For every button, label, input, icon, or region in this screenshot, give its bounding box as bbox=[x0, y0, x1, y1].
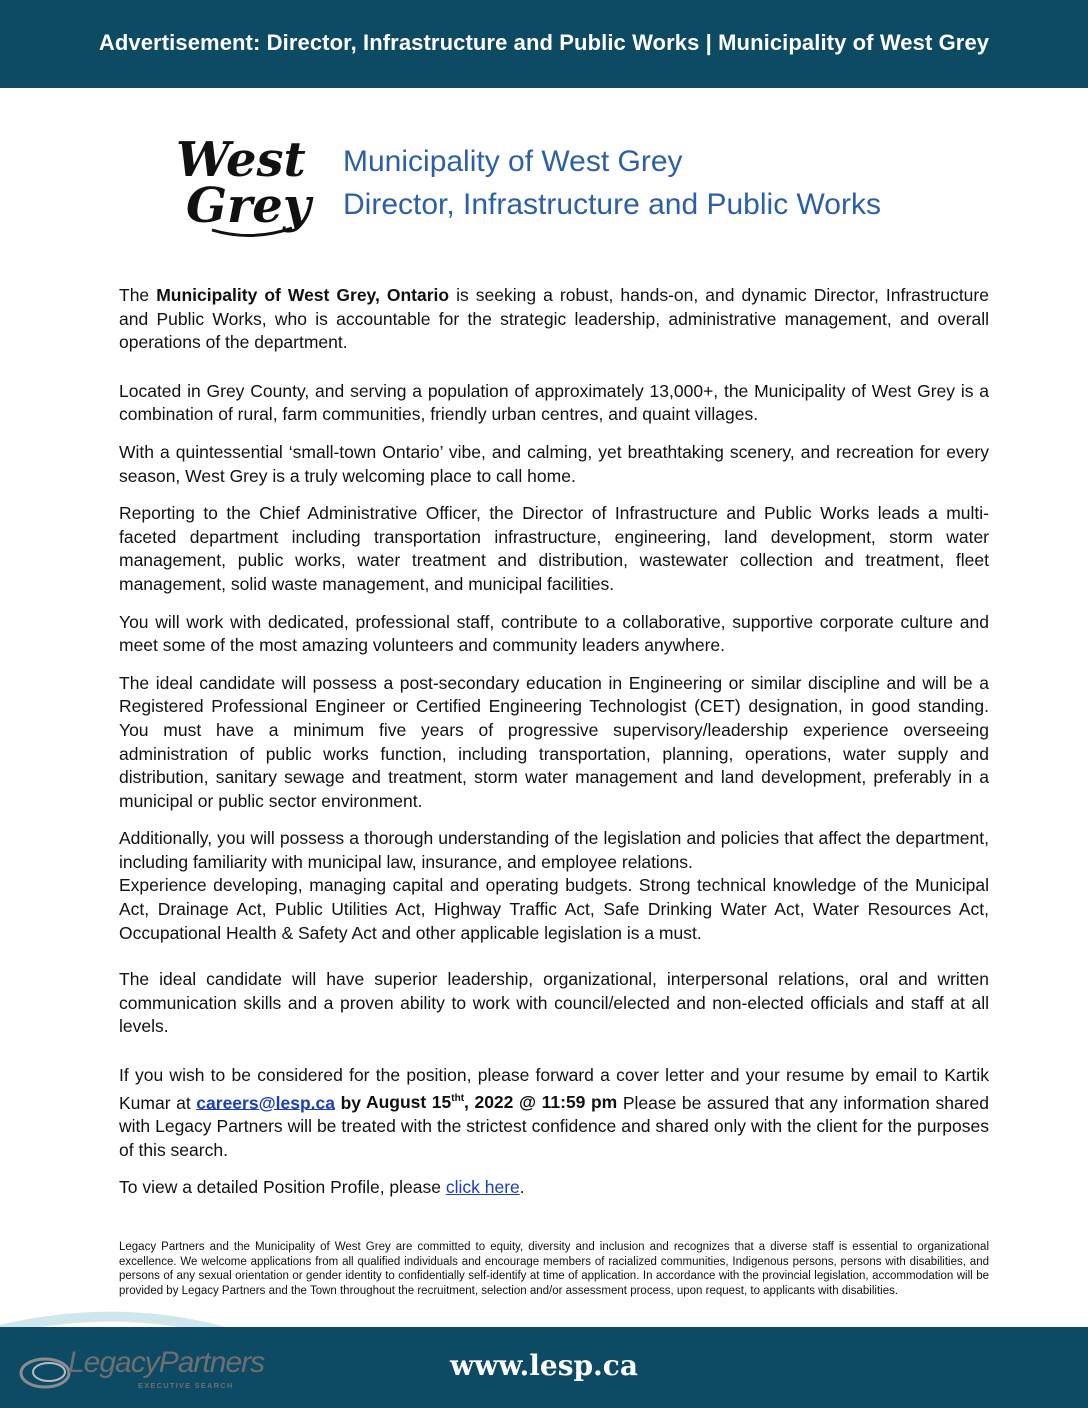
svg-text:Grey: Grey bbox=[186, 178, 311, 234]
municipality-name: Municipality of West Grey, Ontario bbox=[156, 285, 450, 305]
equity-statement: Legacy Partners and the Municipality of West Grey are committed to equity, diversity and inclusion and recognizes that a diverse staff is essential to organizational excellence. We welcome applications from all qualified individuals and encourage members of racialized communities, Indigenous persons, persons with disabilities, and persons of any sexual orientation or gender identity to confidentially self-identify at time of application. In accordance with the provincial legislation, accommodation will be provided by Legacy Partners and the Town throughout the recruitment, selection and/or assessment process, upon request, to applicants with disabilities. bbox=[119, 1241, 989, 1297]
apply-by: by bbox=[335, 1092, 366, 1113]
west-grey-logo bbox=[172, 130, 322, 242]
apply-text: If you wish to be considered for the position, please forward a cover letter and your resume by email to Kartik Kumar at bbox=[119, 1065, 989, 1113]
profile-text: To view a detailed Position Profile, please bbox=[119, 1177, 446, 1198]
legacy-partners-swirl-icon bbox=[15, 1348, 75, 1398]
heading-municipality: Municipality of West Grey bbox=[343, 145, 683, 178]
intro-text: The bbox=[119, 285, 157, 305]
deadline-date: August 15 bbox=[365, 1092, 452, 1113]
culture-paragraph: You will work with dedicated, professional staff, contribute to a collaborative, supportive corporate culture and meet some of the most amazing volunteers and community leaders anywhere. bbox=[119, 611, 989, 656]
qualifications-paragraph: The ideal candidate will possess a post-secondary education in Engineering or similar discipline and will be a Registered Professional Engineer or Certified Engineering Technologist (CET) designation, in good standing. You must have a minimum five years of progressive supervisory/leadership experience overseeing administration of public works function, including transportation, planning, operations, water supply and distribution, sanitary sewage and treatment, storm water management and land development, preferably in a municipal or public sector environment. bbox=[119, 672, 989, 811]
page-heading bbox=[343, 140, 881, 226]
legacy-partners-tagline: EXECUTIVE SEARCH bbox=[138, 1381, 234, 1390]
svg-text:West: West bbox=[176, 132, 306, 188]
banner-title: Advertisement: Director, Infrastructure and Public Works | Municipality of West Grey bbox=[98, 30, 990, 55]
location-paragraph: Located in Grey County, and serving a population of approximately 13,000+, the Municipality of West Grey is a combination of rural, farm communities, friendly urban centres, and quaint villages. bbox=[119, 380, 989, 425]
deadline-suffix: tht bbox=[451, 1093, 465, 1105]
intro-paragraph bbox=[119, 284, 989, 355]
profile-period: . bbox=[519, 1177, 525, 1198]
intro-text-rest: is seeking a robust, hands-on, and dynamic Director, Infrastructure and Public Works, who is accountable for the strategic leadership, administrative management, and overall operations of the department. bbox=[119, 285, 989, 353]
reporting-paragraph: Reporting to the Chief Administrative Officer, the Director of Infrastructure and Public Works leads a multi-faceted department including transportation infrastructure, engineering, land development, storm water management, public works, water treatment and distribution, wastewater collection and treatment, fleet management, solid waste management, and municipal facilities. bbox=[119, 503, 989, 594]
legislation-paragraph: Additionally, you will possess a thorough understanding of the legislation and policies that affect the department, including familiarity with municipal law, insurance, and employee relations. bbox=[119, 828, 989, 872]
legacy-partners-name: LegacyPartners bbox=[68, 1346, 265, 1379]
heading-position: Director, Infrastructure and Public Works bbox=[343, 188, 881, 221]
vibe-paragraph: With a quintessential ‘small-town Ontario’ vibe, and calming, yet breathtaking scenery, and recreation for every season, West Grey is a truly welcoming place to call home. bbox=[119, 441, 989, 486]
budget-paragraph: Experience developing, managing capital and operating budgets. Strong technical knowledge of the Municipal Act, Drainage Act, Public Utilities Act, Highway Traffic Act, Safe Drinking Water Act, Water Resources Act, Occupational Health & Safety Act and other applicable legislation is a must. bbox=[119, 875, 989, 943]
confidentiality-text: Please be assured that any information shared with Legacy Partners will be treated with the strictest confidence and shared only with the client for the purposes of this search. bbox=[119, 1092, 989, 1160]
position-profile-link[interactable]: click here bbox=[445, 1177, 520, 1198]
top-banner bbox=[0, 0, 1088, 88]
apply-paragraph bbox=[119, 1064, 989, 1162]
skills-paragraph: The ideal candidate will have superior leadership, organizational, interpersonal relations, oral and written communication skills and a proven ability to work with council/elected and non-elected officials and staff at all levels. bbox=[119, 969, 989, 1037]
email-link[interactable]: careers@lesp.ca bbox=[196, 1092, 335, 1113]
ad-body bbox=[119, 284, 989, 1200]
deadline bbox=[366, 1092, 617, 1112]
deadline-time: , 2022 @ 11:59 pm bbox=[464, 1092, 618, 1113]
website-url[interactable]: www.lesp.ca bbox=[450, 1349, 638, 1382]
profile-paragraph bbox=[119, 1176, 989, 1200]
